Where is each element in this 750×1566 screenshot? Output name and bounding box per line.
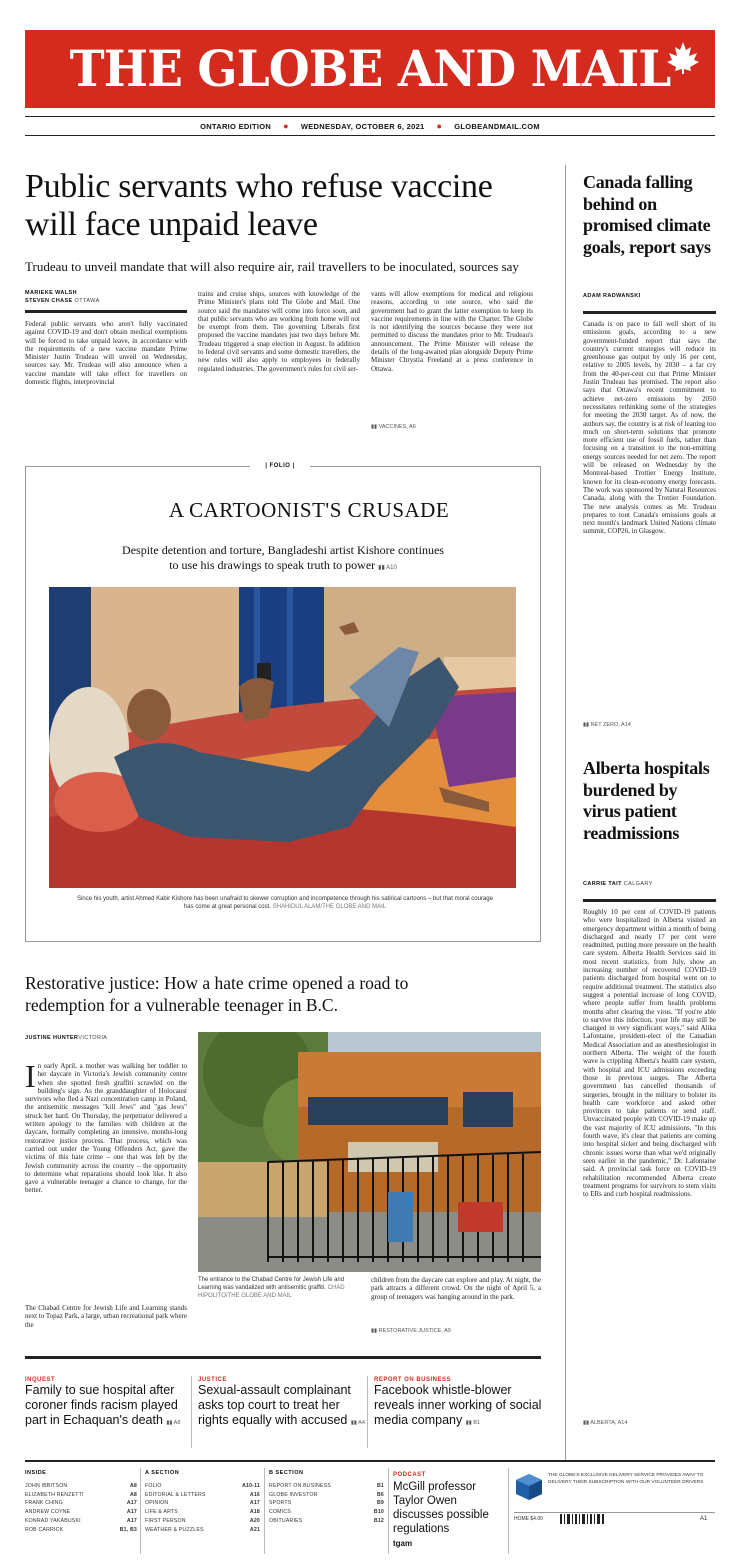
index-entry-name: KONRAD YAKABUSKI [25,1517,81,1524]
folio-page-ref[interactable]: ▮▮ A10 [378,565,397,571]
climate-byline: ADAM RADWANSKI [583,293,641,299]
alberta-headline[interactable]: Alberta hospitals burdened by virus patient readmissions [583,758,710,843]
podcast-brand: tgam [393,1539,413,1548]
byline-name: CARRIE TAIT [583,881,622,887]
byline-rule [25,310,187,313]
index-list [25,1482,137,1534]
index-entry-page: B12 [373,1517,384,1524]
byline-name: JUSTINE HUNTER [25,1035,79,1041]
index-entry-name: WEATHER & PUZZLES [145,1526,204,1533]
cartoonist-photo [49,587,516,888]
justice-byline [25,1034,195,1042]
justice-jump-ref[interactable]: ▮▮ RESTORATIVE JUSTICE, A9 [371,1328,451,1334]
edition-date: WEDNESDAY, OCTOBER 6, 2021 [300,121,425,131]
justice-col-1 [25,1062,187,1298]
caption-text: The entrance to the Chabad Centre for Jewish Life and Learning was vandalized with antisemitic graffiti. [198,1277,345,1291]
teaser-ref: A4 [358,1420,365,1426]
index-list [269,1482,384,1526]
climate-body: Canada is on pace to fall well short of its emissions goals, according to a new government-funded report that says the country's current strategies will reduce its greenhouse gas output by only 16 per cent, relative to 2005 levels, by 2030 – a far cry from the 40-per-cent cut that Prime Minister Justin Trudeau has promised. The report also says that Ottawa's recent commitment to achieve net-zero emissions by 2050 necessitates rethinking some of the strategies for meeting the 2030 target. As of now, the authors say, the country is at risk of leaning too much on short-term solutions that promote more efficient use of fossil fuels, rather than focusing on a transition to the non-emitting energy sources needed for net zero. The report will be released on Wednesday by the Montreal-based Trottier Energy Institute, known for its clean-economy energy forecasts. The work was sponsored by Natural Resources Canada, along with the Trottier Foundation. The new analysis comes as Mr. Trudeau prepares to tout Canada's emissions goals at next month's landmark United Nations climate summit, COP26, in Glasgow. [583,320,716,536]
lead-col-2: trains and cruise ships, sources with knowledge of the Prime Minister's plans told The Globe and Mail. One source said the mandates will come into force soon, and that public servants who are working from home will not be exempt from them. The governing Liberals first proposed the vaccine mandates just two days before Mr. Trudeau triggered a snap election in August. In addition to federal civil servants and some domestic travellers, the new rules will also apply to employees in federally regulated industries. The government's rules for civil ser- [198,290,360,373]
teaser-3[interactable] [374,1377,544,1431]
byline-rule [583,899,716,902]
index-entry-name: SPORTS [269,1500,292,1507]
folio-deck [118,543,448,576]
teaser-ref: B1 [473,1420,481,1426]
justice-col-3-wrap [371,1276,541,1334]
index-entry[interactable] [25,1482,137,1491]
podcast-text: McGill professor Taylor Owen discusses possible regulations [393,1481,489,1535]
index-entry-name: ANDREW COYNE [25,1509,71,1516]
teaser-text: Family to sue hospital after coroner finds racism played part in Echaquan's death ▮▮ A8 [25,1383,181,1427]
column-divider [508,1468,509,1554]
folio-label-text: FOLIO [269,463,291,469]
index-entry[interactable] [25,1526,137,1535]
edition-site[interactable]: GLOBEANDMAIL.COM [454,121,540,131]
lead-byline [25,289,185,305]
index-entry-page: A21 [249,1526,260,1533]
jump-ref-text: NET ZERO, A14 [590,722,631,728]
promo-rule [514,1512,715,1513]
separator-dot-icon: ● [283,121,289,131]
index-entry-page: A18 [249,1509,260,1516]
caption-text: Since his youth, artist Ahmed Kabir Kishore has been unafraid to skewer corruption and incompetence through his satirical cartoons – but that moral courage has come at great personal cost. [77,896,493,910]
barcode-icon [560,1514,690,1524]
index-entry-name: OBITUARIES [269,1517,303,1524]
index-heading: B SECTION [269,1470,304,1476]
column-divider [140,1468,141,1554]
index-entry-name: FRANK CHING [25,1500,63,1507]
justice-headline[interactable]: Restorative justice: How a hate crime opened a road to redemption for a vulnerable teenager in B.C. [25,973,409,1015]
index-entry[interactable] [269,1508,384,1517]
index-entry[interactable] [145,1508,260,1517]
index-entry[interactable] [145,1482,260,1491]
index-entry-name: REPORT ON BUSINESS [269,1483,331,1489]
jump-ref-text: VACCINES, A6 [378,424,416,430]
teaser-text: Sexual-assault complainant asks top court to treat her rights equally with accused ▮▮ A4 [198,1383,365,1427]
teaser-ref: A8 [173,1420,181,1426]
index-entry-name: COMICS [269,1509,291,1516]
teaser-text: Facebook whistle-blower reveals inner working of social media company ▮▮ B1 [374,1383,542,1427]
index-entry-name: LIFE & ARTS [145,1509,178,1516]
alberta-body: Roughly 10 per cent of COVID-19 patients who were hospitalized in Alberta visited an emergency department within a month of being discharged and nearly 17 per cent were readmitted, putting more pressure on the health care system. Alberta Health Services said its most recent statistics, from July, show an increasing number of recovered COVID-19 patients discharged from hospital went on to require additional treatment. The statistics also suggest a potential increase of long COVID, where people suffer from health problems months after clearing the virus. "If you're able to survive this infection, your life may still be changed in very significant ways," said Alika Lafontaine, president-elect of the Canadian Medical Association and an anesthesiologist in northern Alberta. The weight of the fourth wave is crippling Alberta's health care system, with hospital and ICU admissions exceeding those in previous surges. The Alberta government has cancelled thousands of surgeries, brought in the military to bolster its health care workforce and asked other provinces to take patients or send staff. Unvaccinated people with COVID-19 make up the vast majority of ICU admissions. "In this fourth wave, it's clear that patients are coming into hospital sicker and being discharged with chronic issues worse than what we'd originally seen earlier in the pandemic," Dr. Lafontaine said. A provincial task force on COVID-19 rehabilitation recommended Alberta create treatment programs for survivors to stem visits to ERs and curb hospital readmissions. [583,908,716,1199]
byline-rule [583,311,716,314]
lead-deck: Trudeau to unveil mandate that will also require air, rail travellers to be inoculated, sources say [25,259,519,274]
column-divider [191,1376,192,1448]
lead-headline[interactable]: Public servants who refuse vaccine will face unpaid leave [25,168,493,243]
index-entry[interactable] [145,1526,260,1535]
byline-location: OTTAWA [74,298,100,304]
index-entry[interactable] [25,1491,137,1500]
lead-jump-ref[interactable]: ▮▮ VACCINES, A6 [371,424,416,430]
climate-jump-ref[interactable]: ▮▮ NET ZERO, A14 [583,722,631,728]
index-entry-page: B6 [376,1491,384,1498]
jump-ref-text: ALBERTA, A14 [590,1420,628,1426]
index-entry-page: B1, B3 [119,1526,137,1533]
index-entry-page: A17 [249,1500,260,1507]
index-entry[interactable] [145,1491,260,1500]
teaser-headline: Sexual-assault complainant asks top court to treat her rights equally with accused [198,1383,351,1427]
photo-credit: CHAD HIPOLITO/THE GLOBE AND MAIL [198,1285,345,1299]
teaser-kicker: JUSTICE [198,1377,227,1383]
index-list [145,1482,260,1534]
photo-credit: SHAHIDUL ALAM/THE GLOBE AND MAIL [272,904,387,910]
masthead [25,30,715,108]
index-entry[interactable] [25,1517,137,1526]
index-entry-page: A17 [126,1517,137,1524]
index-inside [25,1470,137,1534]
edition-bar [25,116,715,136]
index-entry[interactable] [145,1499,260,1508]
podcast-kicker: PODCAST [393,1472,426,1478]
byline-name: STEVEN CHASE [25,298,73,304]
lead-col-3-wrap [371,290,533,430]
column-divider [367,1376,368,1448]
chabad-centre-photo [198,1032,541,1272]
index-a-section [145,1470,260,1534]
folio-headline[interactable]: A CARTOONIST'S CRUSADE [168,498,450,522]
index-entry[interactable] [269,1482,384,1491]
justice-caption [198,1276,348,1300]
folio-deck-text: Despite detention and torture, Bangladeshi artist Kishore continues to use his drawings to speak truth to power [122,543,444,572]
index-entry[interactable] [269,1517,384,1526]
column-divider [264,1468,265,1554]
index-entry-page: B10 [373,1509,384,1516]
alberta-jump-ref[interactable]: ▮▮ ALBERTA, A14 [583,1420,628,1426]
justice-col-1-text: n early April, a mother was walking her toddler to her daycare in Victoria's Jewish community centre when she spotted fresh graffiti scrawled on the building's sign. As the granddaughter of Holocaust survivors who fled a Nazi concentration camp in Poland, the antisemitic messages "kill Jews" and "gas Jews" struck her hard. On Thursday, the perpetrator delivered a written apology to the families with children at the daycare, formally completing an intensive, months-long restorative justice process. That process, which was carried out under the Young Offenders Act, gave the victims of this hate crime – one that was felt by the Jewish community across the country – the opportunity to determine what reparations should look like. It also gave a vulnerable teenager a chance to change, for the better. [25,1062,187,1195]
teaser-1[interactable] [25,1377,190,1431]
index-entry-page: A20 [249,1517,260,1524]
teaser-kicker: REPORT ON BUSINESS [374,1377,452,1383]
byline-location: VICTORIA [78,1035,108,1041]
index-b-section [269,1470,384,1526]
podcast-promo[interactable] [393,1472,503,1548]
lead-col-1: Federal public servants who aren't fully vaccinated against COVID-19 and don't obtain medical exemptions will be forced to take unpaid leave, in accordance with the requirements of a new vaccine mandate Prime Minister Justin Trudeau will unveil on Wednesday, sources say. Mr. Trudeau will also announce when a vaccine mandate will take effect for travellers on domestic flights, interprovincial [25,320,187,387]
index-entry-page: B1 [376,1483,384,1489]
alberta-byline [583,880,716,888]
index-entry-name: GLOBE INVESTOR [269,1491,318,1498]
page-number: A1 [700,1516,708,1522]
index-entry-page: A8 [129,1483,137,1489]
index-entry-page: A17 [126,1500,137,1507]
justice-photo[interactable] [198,1032,541,1272]
index-entry[interactable] [25,1499,137,1508]
index-entry-page: B9 [376,1500,384,1507]
index-entry[interactable] [145,1517,260,1526]
index-entry-name: ROB CARRICK [25,1526,64,1533]
index-heading: A SECTION [145,1470,180,1476]
index-entry-name: FIRST PERSON [145,1517,186,1524]
index-heading: INSIDE [25,1470,47,1476]
justice-col-1b: The Chabad Centre for Jewish Life and Learning stands next to Topaz Park, a large, urban recreational park where the [25,1304,187,1329]
index-entry[interactable] [269,1491,384,1500]
column-divider [565,165,566,1460]
teaser-2[interactable] [198,1377,366,1431]
byline-location: CALGARY [623,881,653,887]
teaser-top-rule [25,1356,541,1359]
folio-label: | FOLIO | [250,459,310,473]
page-ref-text: A10 [386,565,397,571]
index-entry-name: JOHN IBBITSON [25,1483,68,1489]
delivery-promo-text[interactable]: THE GLOBE'S EXCLUSIVE DELIVERY SERVICE PROVIDES AWAY TO DELIVERY THEIR SUBSCRIPTION WITH OUR VOLUNTEER DRIVERS [548,1473,704,1485]
index-entry-name: OPINION [145,1500,169,1507]
index-entry-page: A8 [129,1491,137,1498]
index-entry-page: A17 [126,1509,137,1516]
folio-caption [75,895,495,911]
index-entry-name: EDITORIAL & LETTERS [145,1491,206,1498]
index-top-rule [25,1460,715,1462]
edition-name: ONTARIO EDITION [200,121,272,131]
byline-name: MARIEKE WALSH [25,290,77,296]
climate-headline[interactable]: Canada falling behind on promised climate goals, report says [583,172,711,257]
index-entry[interactable] [25,1508,137,1517]
index-entry-name: FOLIO [145,1483,162,1489]
column-divider [388,1468,389,1554]
separator-dot-icon: ● [436,121,443,131]
price: HOME $4.00 [514,1516,543,1522]
index-entry-name: ELIZABETH RENZETTI [25,1491,84,1498]
index-entry-page: A16 [249,1491,260,1498]
lead-col-3: vants will allow exemptions for medical and religious reasons, according to one source, who said the government had to grant the latter exemption to keep its vaccine requirements in line with the Charter. The Globe is not identifying the sources because they were not permitted to discuss the mandates prior to Mr. Trudeau's announcement. The Prime Minister will release the details of the long-awaited plan alongside Deputy Prime Minister Chrystia Freeland at a press conference in Ottawa. [371,290,533,373]
justice-col-3: children from the daycare can explore and play. At night, the park attracts a different crowd. On the night of April 5, a group of teenagers was hanging around in the park. [371,1276,541,1301]
index-entry[interactable] [269,1499,384,1508]
delivery-cube-icon [514,1472,544,1502]
maple-leaf-icon [665,40,701,76]
teaser-headline: Facebook whistle-blower reveals inner working of social media company [374,1383,542,1427]
folio-photo[interactable] [49,587,516,888]
teaser-headline: Family to sue hospital after coroner finds racism played part in Echaquan's death [25,1383,178,1427]
teaser-kicker: INQUEST [25,1377,56,1383]
dropcap: I [25,1062,36,1094]
masthead-title: THE GLOBE AND MAIL [69,39,671,98]
index-entry-page: A10-11 [242,1483,260,1489]
jump-ref-text: RESTORATIVE JUSTICE, A9 [378,1328,451,1334]
